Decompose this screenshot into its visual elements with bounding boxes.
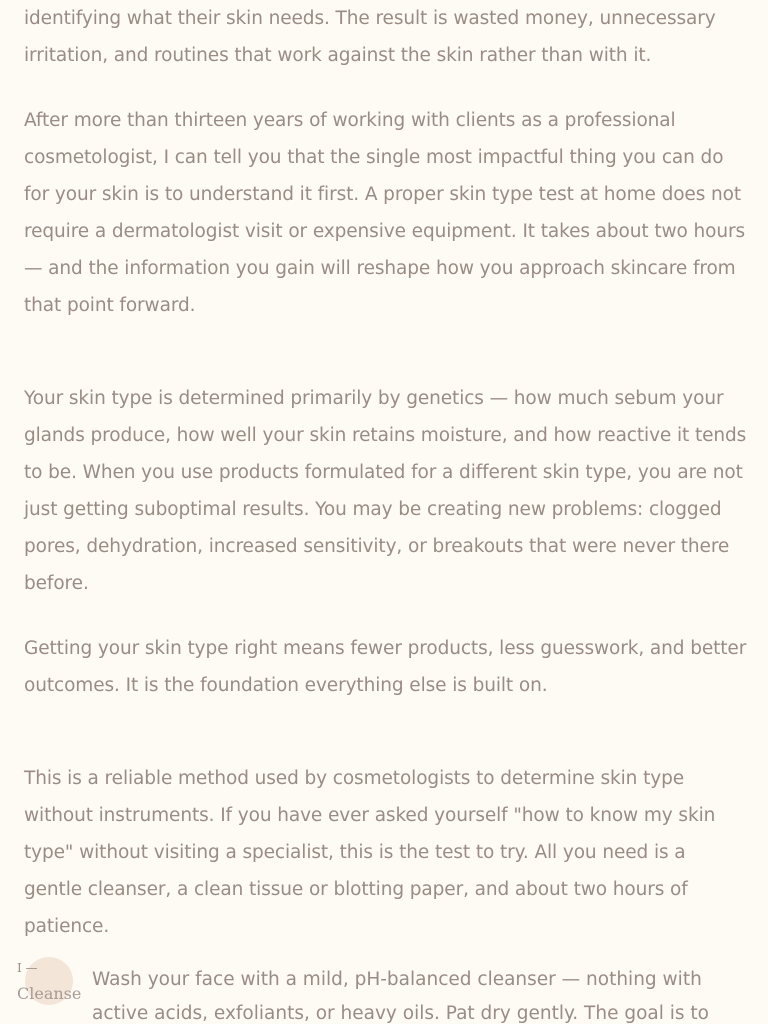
article-body xyxy=(24,0,748,973)
step-cleanse xyxy=(0,948,768,1024)
experience-paragraph: After more than thirteen years of working with clients as a professional cosmetologist, I can tell you that the single most impactful thing you can do for your skin is to understand it first. A proper skin type test at home does not require a dermatologist visit or expensive equipment. It takes about two hours — and the information you gain will reshape how you approach skincare from that point forward. xyxy=(24,110,746,316)
intro-paragraph: identifying what their skin needs. The result is wasted money, unnecessary irritation, and routines that work against the skin rather than with it. xyxy=(24,8,716,66)
skin-type-genetics-paragraph: Your skin type is determined primarily by genetics — how much sebum your glands produce, how well your skin retains moisture, and how reactive it tends to be. When you use products formulated for a different skin type, you are not just getting suboptimal results. You may be creating new problems: clogged pores, dehydration, increased sensitivity, or breakouts that were never there before. xyxy=(24,388,747,594)
method-intro-paragraph: This is a reliable method used by cosmetologists to determine skin type without instruments. If you have ever asked yourself "how to know my skin type" without visiting a specialist, this is the test to try. All you need is a gentle cleanser, a clean tissue or blotting paper, and about two hours of patience. xyxy=(24,768,716,937)
foundation-paragraph: Getting your skin type right means fewer products, less guesswork, and better outcomes. It is the foundation everything else is built on. xyxy=(24,638,747,696)
step-marker xyxy=(14,954,86,1014)
step-description: Wash your face with a mild, pH-balanced cleanser — nothing with active acids, exfoliants, or heavy oils. Pat dry gently. The goal is to xyxy=(92,969,709,1024)
step-label: Cleanse xyxy=(17,984,82,1003)
step-number: I — xyxy=(17,961,38,975)
